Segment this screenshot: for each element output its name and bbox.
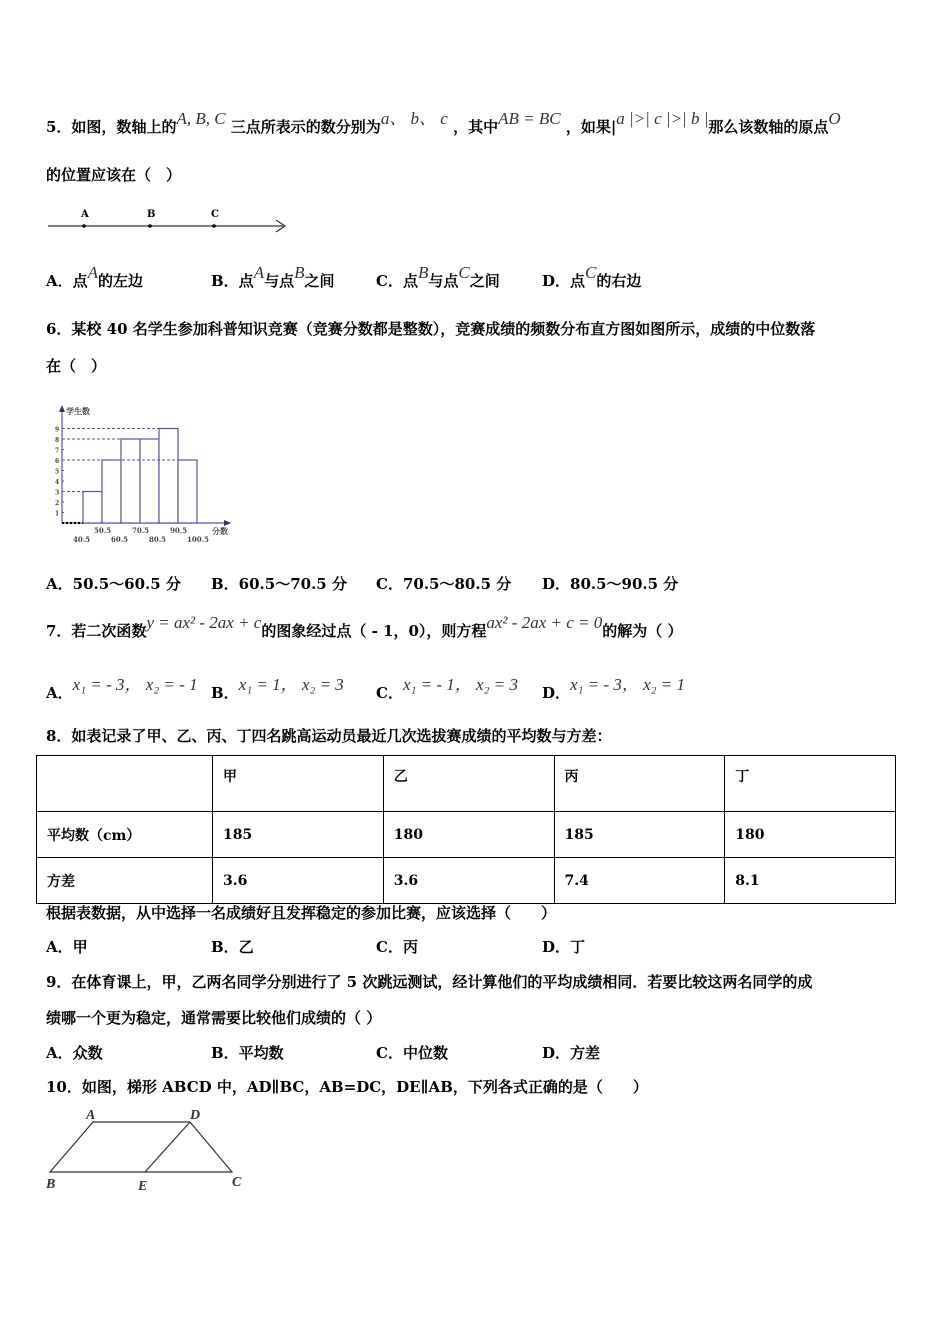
vertex-label: E — [138, 1179, 148, 1194]
q10-line1: 10．如图，梯形 ABCD 中，AD∥BC，AB=DC，DE∥AB，下列各式正确的是（ ） — [46, 1078, 648, 1096]
t: C． — [376, 684, 403, 702]
math: x₁ = - 3， x₂ = 1 — [570, 675, 686, 694]
x-tick-label: 70.5 — [132, 526, 150, 535]
q8-option-d[interactable]: D．丁 — [542, 938, 586, 956]
q6-line2: 在（ ） — [46, 357, 107, 375]
math: y = ax² - 2ax + c — [146, 613, 262, 632]
q9-line1: 9．在体育课上，甲，乙两名同学分别进行了 5 次跳远测试，经计算他们的平均成绩相同．若要比较这两名同学的成 — [46, 973, 813, 991]
q5-option-b[interactable] — [211, 263, 335, 291]
y-axis-arrow — [59, 405, 65, 412]
q5-line1 — [46, 109, 841, 137]
math: a、 b、 c — [380, 109, 448, 128]
histogram-bar — [121, 439, 140, 523]
t: 的图象经过点（ - 1，0），则方程 — [261, 622, 487, 640]
histogram-bar — [178, 460, 197, 523]
x-tick-label: 90.5 — [170, 526, 188, 535]
vertex-label: B — [46, 1177, 56, 1192]
t: 与点 — [428, 272, 459, 290]
trapezoid-figure — [40, 1102, 250, 1197]
q8-option-c[interactable]: C．丙 — [376, 938, 418, 956]
cell: 3.6 — [213, 858, 384, 904]
header-cell: 丙 — [554, 756, 725, 812]
cell: 平均数（cm） — [37, 812, 213, 858]
math: AB = BC — [498, 109, 561, 128]
math: x₁ = - 1， x₂ = 3 — [402, 675, 518, 694]
histogram-bar — [83, 492, 102, 524]
y-tick-label: 6 — [55, 458, 60, 465]
t: D．点 — [542, 272, 586, 290]
x-tick-label: 100.5 — [187, 535, 209, 544]
q9-option-d[interactable]: D．方差 — [542, 1044, 601, 1062]
m: A — [87, 263, 99, 282]
cell: 方差 — [37, 858, 213, 904]
q6-option-b[interactable]: B．60.5～70.5 分 — [211, 575, 347, 593]
text: 5．如图，数轴上的 — [46, 118, 177, 136]
axis-label: A — [81, 209, 89, 220]
t: 的左边 — [98, 272, 144, 290]
t: A． — [46, 684, 73, 702]
text: 三点所表示的数分别为 — [230, 118, 381, 136]
y-tick-label: 3 — [55, 489, 60, 497]
t: D． — [542, 684, 571, 702]
t: 与点 — [264, 272, 295, 290]
math: x₁ = 1， x₂ = 3 — [238, 675, 344, 694]
t: 之间 — [469, 272, 500, 290]
math: x₁ = - 3， x₂ = - 1 — [72, 675, 198, 694]
vertex-label: D — [190, 1108, 201, 1123]
q7-option-d[interactable] — [542, 675, 686, 703]
t: A．点 — [46, 272, 88, 290]
q7-line1 — [46, 613, 683, 641]
m: B — [417, 263, 429, 282]
q9-option-b[interactable]: B．平均数 — [211, 1044, 284, 1062]
math: ax² - 2ax + c = 0 — [486, 613, 603, 632]
header-cell: 丁 — [725, 756, 896, 812]
cell: 185 — [213, 812, 384, 858]
data-table — [36, 755, 896, 904]
table-row — [37, 858, 896, 904]
t: B． — [211, 684, 239, 702]
math: O — [828, 109, 841, 128]
cell: 185 — [554, 812, 725, 858]
y-tick-label: 4 — [55, 479, 60, 486]
histogram-figure — [40, 400, 240, 548]
m: A — [253, 263, 265, 282]
text: ，其中 — [453, 118, 499, 136]
y-tick-label: 5 — [55, 468, 60, 476]
t: 之间 — [304, 272, 335, 290]
q7-option-c[interactable] — [376, 675, 518, 703]
cell: 8.1 — [725, 858, 896, 904]
cell: 180 — [725, 812, 896, 858]
math: a |>| c |>| b | — [616, 109, 709, 128]
y-tick-label: 1 — [55, 510, 60, 518]
q5-option-d[interactable] — [542, 263, 642, 291]
x-tick-label: 40.5 — [73, 535, 91, 544]
axis-label: C — [211, 209, 219, 220]
q6-line1: 6．某校 40 名学生参加科普知识竞赛（竞赛分数都是整数），竞赛成绩的频数分布直方图如图所示，成绩的中位数落 — [46, 320, 816, 338]
table-header-row — [37, 756, 896, 812]
x-tick-label: 60.5 — [111, 535, 129, 544]
q6-option-a[interactable]: A．50.5～60.5 分 — [46, 575, 181, 593]
cell: 3.6 — [383, 858, 554, 904]
y-tick-label: 2 — [55, 500, 60, 507]
m: B — [294, 263, 305, 282]
histogram-bar — [140, 439, 159, 523]
q9-line2: 绩哪一个更为稳定，通常需要比较他们成绩的（ ） — [46, 1009, 382, 1027]
axis-label: B — [147, 209, 156, 220]
q8-line1: 8．如表记录了甲、乙、丙、丁四名跳高运动员最近几次选拔赛成绩的平均数与方差： — [46, 727, 612, 745]
histogram-bar — [159, 429, 178, 524]
t: 的右边 — [596, 272, 642, 290]
cell: 7.4 — [554, 858, 725, 904]
header-cell: 甲 — [213, 756, 384, 812]
y-tick-label: 7 — [55, 447, 60, 455]
q7-option-b[interactable] — [211, 675, 344, 703]
table-row — [37, 812, 896, 858]
q6-option-d[interactable]: D．80.5～90.5 分 — [542, 575, 679, 593]
y-axis-label: 学生数 — [66, 406, 90, 416]
histogram-bar — [102, 460, 121, 523]
y-tick-label: 9 — [55, 426, 60, 434]
number-line-figure — [40, 200, 300, 240]
header-cell — [37, 756, 213, 812]
q7-option-a[interactable] — [46, 675, 198, 703]
m: C — [458, 263, 470, 282]
q5-option-c[interactable] — [376, 263, 500, 291]
vertex-label: C — [232, 1175, 242, 1190]
y-tick-label: 8 — [55, 437, 60, 444]
x-tick-label: 80.5 — [149, 535, 167, 544]
q6-option-c[interactable]: C．70.5～80.5 分 — [376, 575, 512, 593]
t: B．点 — [211, 272, 254, 290]
q9-option-c[interactable]: C．中位数 — [376, 1044, 448, 1062]
q5-option-a[interactable] — [46, 263, 144, 291]
text: ，如果| — [565, 118, 617, 136]
q5-line2: 的位置应该在（ ） — [46, 166, 182, 184]
text: 那么该数轴的原点 — [708, 118, 829, 136]
q8-option-a[interactable]: A．甲 — [46, 938, 88, 956]
t: 的解为（ ） — [602, 622, 683, 640]
q9-option-a[interactable]: A．众数 — [46, 1044, 103, 1062]
cell: 180 — [383, 812, 554, 858]
q8-line2: 根据表数据，从中选择一名成绩好且发挥稳定的参加比赛，应该选择（ ） — [46, 904, 557, 922]
m: C — [585, 263, 597, 282]
vertex-label: A — [86, 1108, 96, 1123]
x-axis-label: 分数 — [212, 526, 228, 536]
x-tick-label: 50.5 — [94, 526, 112, 535]
header-cell: 乙 — [383, 756, 554, 812]
q8-option-b[interactable]: B．乙 — [211, 938, 254, 956]
math: A, B, C — [176, 109, 226, 128]
t: 7．若二次函数 — [46, 622, 147, 640]
t: C．点 — [376, 272, 418, 290]
